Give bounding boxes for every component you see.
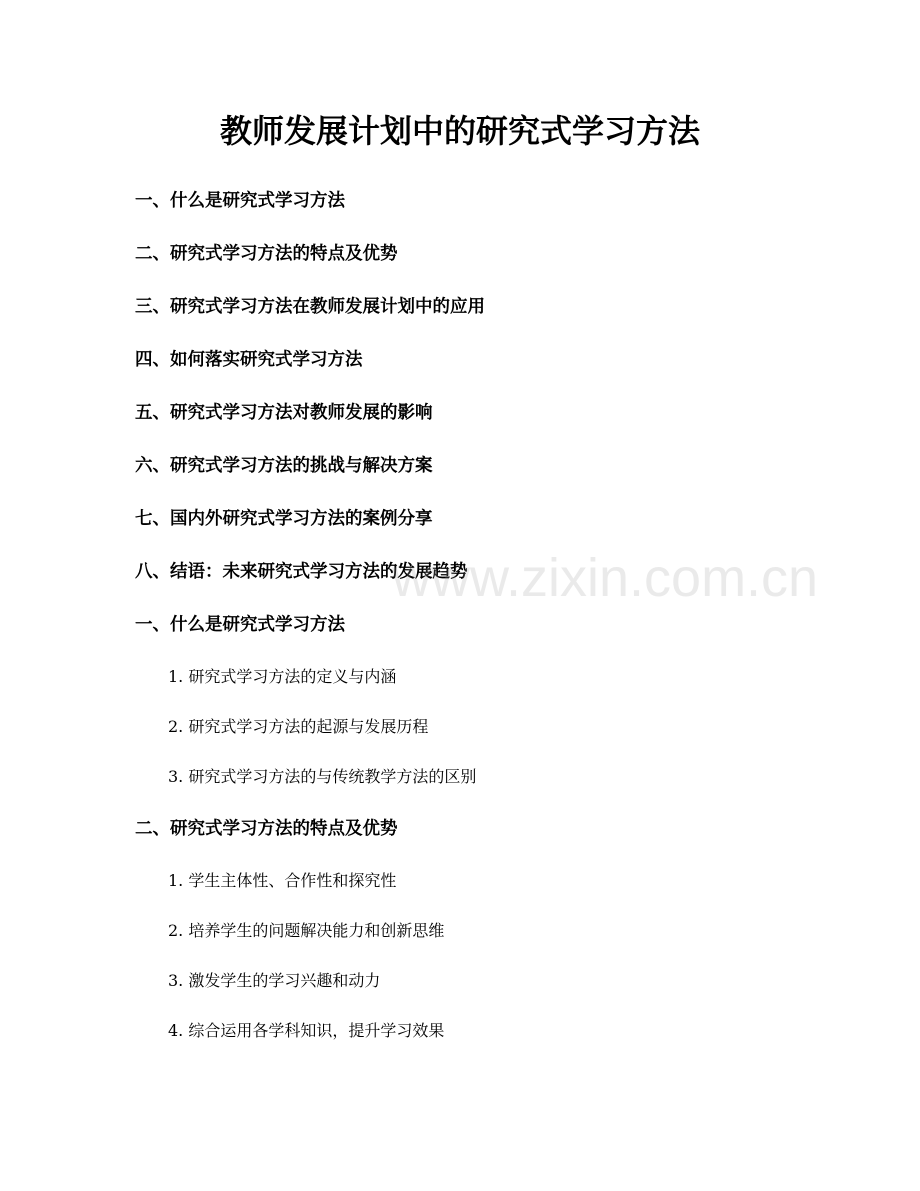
section-heading: 一、什么是研究式学习方法: [135, 615, 345, 635]
toc-item-2: 二、研究式学习方法的特点及优势: [135, 244, 398, 264]
section-heading: 二、研究式学习方法的特点及优势: [135, 819, 398, 839]
list-item: 2. 研究式学习方法的起源与发展历程: [168, 717, 429, 736]
toc-item-4: 四、如何落实研究式学习方法: [135, 350, 363, 370]
list-item: 4. 综合运用各学科知识，提升学习效果: [168, 1021, 445, 1040]
list-item: 3. 研究式学习方法的与传统教学方法的区别: [168, 767, 477, 786]
toc-item-8: 八、结语：未来研究式学习方法的发展趋势: [135, 562, 468, 582]
toc-item-1: 一、什么是研究式学习方法: [135, 191, 345, 211]
list-item: 3. 激发学生的学习兴趣和动力: [168, 971, 381, 990]
list-item: 2. 培养学生的问题解决能力和创新思维: [168, 921, 445, 940]
document-title: 教师发展计划中的研究式学习方法: [219, 112, 700, 150]
toc-item-7: 七、国内外研究式学习方法的案例分享: [135, 509, 433, 529]
toc-item-5: 五、研究式学习方法对教师发展的影响: [135, 403, 433, 423]
list-item: 1. 研究式学习方法的定义与内涵: [168, 667, 397, 686]
toc-item-6: 六、研究式学习方法的挑战与解决方案: [135, 456, 433, 476]
toc-item-3: 三、研究式学习方法在教师发展计划中的应用: [135, 297, 485, 317]
watermark: www.zixin.com.cn: [392, 548, 819, 608]
list-item: 1. 学生主体性、合作性和探究性: [168, 871, 397, 890]
